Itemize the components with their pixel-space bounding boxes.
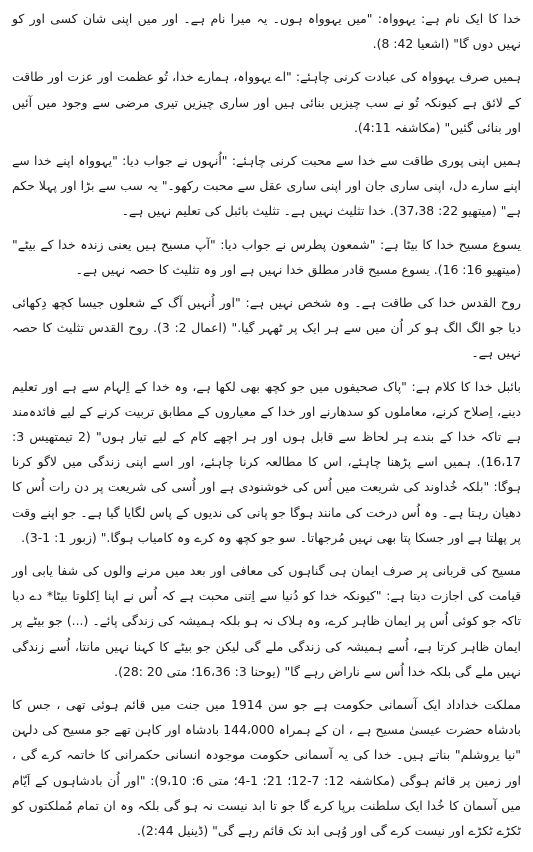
paragraph-son-of-god: یسوع مسیح خدا کا بیٹا ہے: "شمعون پطرس نے جواب دیا: "آپ مسیح ہیں یعنی زندہ خدا کے بیٹے" (میتھیو 16: 16). یسوع مسیح قادر مطلق خدا نہیں ہے اور وہ تثلیث کا حصہ نہیں ہے۔ — [12, 236, 521, 277]
paragraph-love-god: ہمیں اپنی پوری طاقت سے خدا سے محبت کرنی چاہئے: "اُنہوں نے جواب دیا: "یہوواہ اپنے خدا سے اپنے سارے دل، اپنی ساری جان اور اپنی ساری عقل سے محبت رکھو۔" یہ سب سے بڑا اور پہلا حکم ہے" (میتھیو 22: 37،38). خدا تثلیث نہیں ہے۔ تثلیث بائبل کی تعلیم نہیں ہے۔ — [12, 153, 521, 219]
paragraph-ransom: مسیح کی قربانی پر صرف ایمان ہی گناہوں کی معافی اور بعد میں مرنے والوں کی شفا یابی اور قیامت کی اجازت دیتا ہے: "کیونکہ خدا کو دُنیا سے اِتنی محبت ہے کہ اُس نے اپنا اِکلوتا بیٹا* دے دیا تاکہ جو کوئی اُس پر ایمان ظاہر کرے، وہ ہلاک نہ ہو بلکہ ہمیشہ کی زندگی پائے۔ (...) جو بیٹے پر ایمان ظاہر کرتا ہے، اُسے ہمیشہ کی زندگی ملے گی لیکن جو بیٹے کا کہنا نہیں مانتا، اُسے زندگی نہیں ملے گی بلکہ خدا اُس سے ناراض رہے گا" (یوحنا 3: 16،36؛ متی 20 :28). — [12, 563, 521, 679]
paragraph-kingdom: مملکت خداداد ایک آسمانی حکومت ہے جو سن 1914 میں جنت میں قائم ہوئی تھی ، جس کا بادشاہ حضرت عیسیٰ مسیح ہے ، ان کے ہمراہ 144،000 بادشاہ اور کاہن تھے جو مسیح کی دلہن "نیا یروشلم" بناتے ہیں۔ خدا کی یہ آسمانی حکومت موجودہ انسانی حکمرانی کا خاتمہ کرے گی ، اور زمین پر قائم ہوگی (مکاشفہ 12: 7-12؛ 21: 1-4؛ متی 6: 9،10): "اور اُن بادشاہوں کے اَیّام میں آسمان کا خُدا ایک سلطنت برپا کرے گا جو تا ابد نیست نہ ہو گی بلکہ وہ ان تمام مُملکتوں کو ٹکڑے ٹکڑے اور نیست کرے گی اور وُہی ابد تک قائم رہے گی" (ڈینیل 2:44). — [12, 697, 521, 839]
paragraph-holy-spirit: روح القدس خدا کی طاقت ہے۔ وہ شخص نہیں ہے: "اور اُنہیں آگ کے شعلوں جیسا کچھ دِکھائی دیا جو الگ الگ ہو کر اُن میں سے ہر ایک پر ٹھہر گیا." (اعمال 2: 3). روح القدس تثلیث کا حصہ نہیں ہے۔ — [12, 295, 521, 361]
paragraph-bible: بائبل خدا کا کلام ہے: "پاک صحیفوں میں جو کچھ بھی لکھا ہے، وہ خدا کے اِلہام سے ہے اور تعلیم دینے، اِصلاح کرنے، معاملوں کو سدھارنے اور خدا کے معیاروں کے مطابق تربیت کرنے کے لیے فائدہ‌مند ہے تاکہ خدا کے بندے ہر لحاظ سے قابل ہوں اور ہر اچھے کام کے لیے تیار ہوں" (2 تیمتھیس 3: 16،17). ہمیں اسے پڑھنا چاہئے، اس کا مطالعہ کرنا چاہئے، اور اسے اپنی زندگی میں لاگو کرنا ہوگا: "بلکہ خُداوند کی شریعت میں اُس کی خوشنودی ہے اور اُسی کی شریعت پر دن رات اُس کا دھیان رہتا ہے۔ وہ اُس درخت کی مانند ہوگا جو پانی کی ندیوں کے پاس لگایا گیا ہے۔ جو اپنے وقت پر پھلتا ہے اور جسکا پتا بھی نہیں مُرجھاتا۔ سو جو کچھ وہ کرے وہ کامیاب ہوگا." (زبور 1: 1-3). — [12, 378, 521, 545]
paragraph-divine-name: خدا کا ایک نام ہے: یہوواہ: "میں یہوواہ ہوں۔ یہ میرا نام ہے۔ اور میں اپنی شان کسی اور کو نہیں دوں گا" (اشعیا 42: 8). — [12, 11, 521, 52]
paragraph-worship: ہمیں صرف یہوواہ کی عبادت کرنی چاہئے: "اے یہوواہ، ہمارے خدا، تُو عظمت اور عزت اور طاقت کے لائق ہے کیونکہ تُو نے سب چیزیں بنائی ہیں اور ساری چیزیں تیری مرضی سے وجود میں آئیں اور بنائی گئیں" (مکاشفہ 4:11). — [12, 69, 521, 135]
